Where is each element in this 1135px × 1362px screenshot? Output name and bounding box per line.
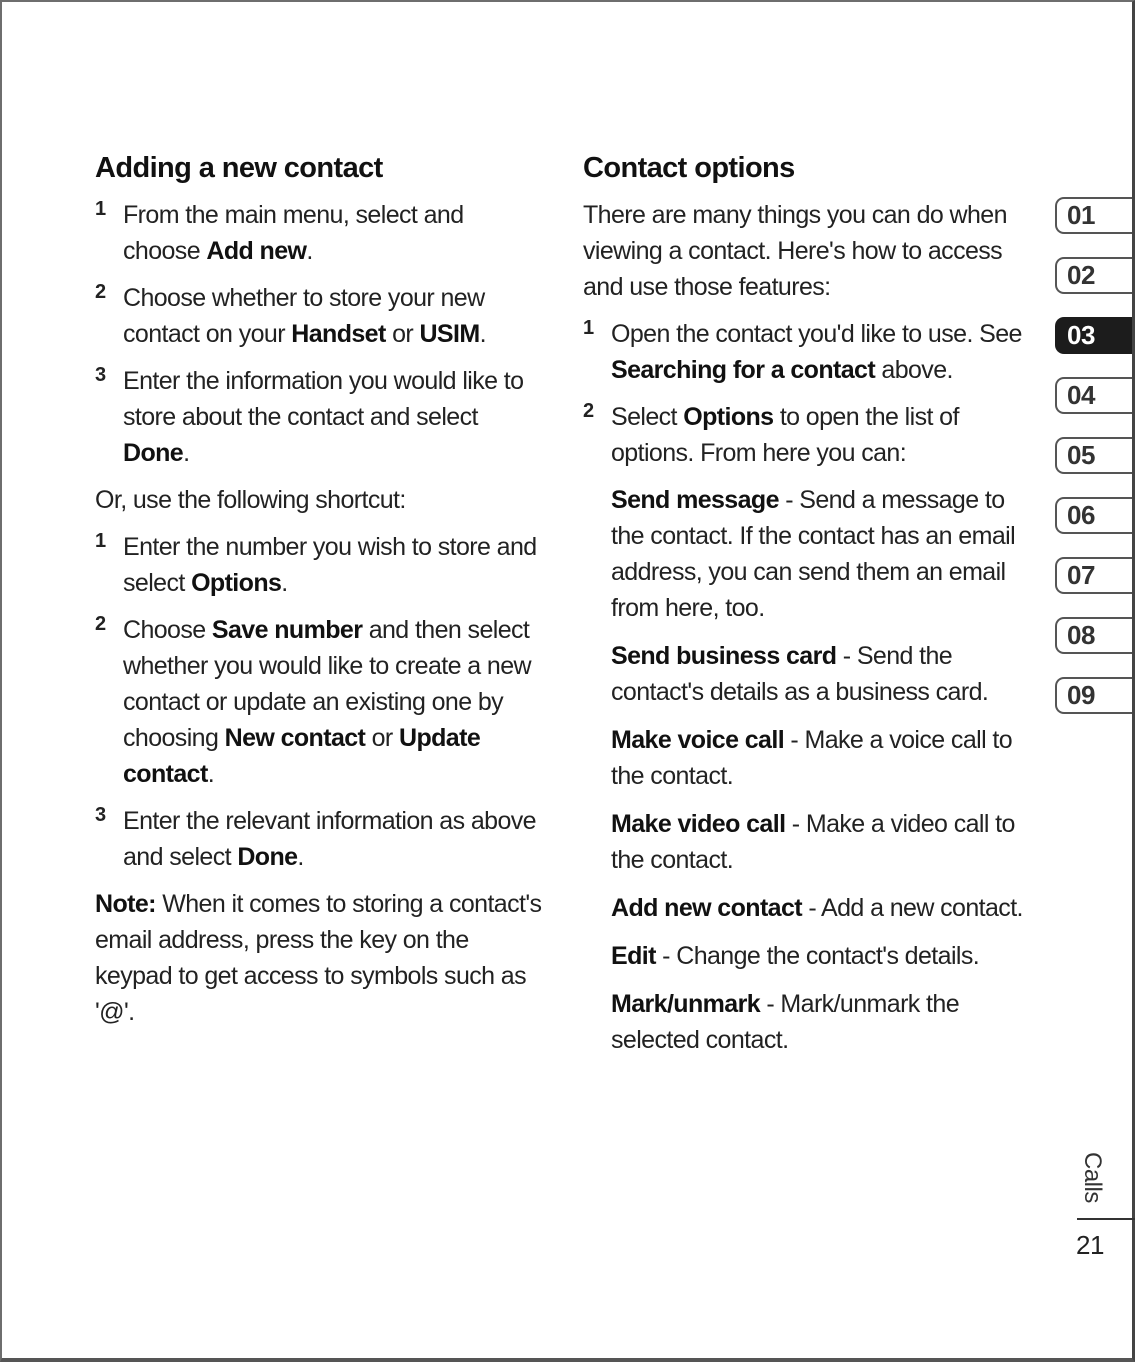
option-title: Make voice call [611, 726, 785, 754]
add-contact-steps [95, 197, 545, 471]
chapter-tabs [1055, 197, 1132, 737]
step-text: to open the list of options. From here you can: [611, 403, 959, 467]
option-make-voice-call [611, 722, 1043, 794]
step-bold-term: Options [683, 403, 774, 431]
adding-contact-heading: Adding a new contact [95, 152, 383, 184]
step-bold-term: Options [191, 569, 282, 597]
option-desc: - Change the contact's details. [655, 942, 980, 970]
chapter-tab-03[interactable]: 03 [1055, 317, 1132, 354]
step-text: . [297, 843, 304, 871]
add-step-2 [95, 280, 545, 352]
option-desc: - Make a video call to the contact. [611, 810, 1015, 874]
note-text: When it comes to storing a contact's email address, press the key on the keypad to get access to symbols such as '@'. [95, 890, 542, 1026]
options-step-1 [583, 316, 1043, 388]
note-label: Note: [95, 890, 156, 918]
options-step-2 [583, 399, 1043, 471]
step-number: 1 [95, 198, 107, 220]
step-text: . [306, 237, 313, 265]
footer-divider [1077, 1218, 1135, 1220]
option-title: Add new contact [611, 894, 803, 922]
page-number: 21 [1076, 1230, 1104, 1260]
chapter-tab-04[interactable]: 04 [1055, 377, 1132, 414]
chapter-tab-05[interactable]: 05 [1055, 437, 1132, 474]
option-title: Edit [611, 942, 656, 970]
option-title: Make video call [611, 810, 786, 838]
step-number: 2 [95, 281, 107, 303]
option-title: Mark/unmark [611, 990, 761, 1018]
add-step-1 [95, 197, 545, 269]
option-desc: - Make a voice call to the contact. [611, 726, 1013, 790]
step-number: 2 [583, 400, 595, 422]
step-bold-term: Done [237, 843, 298, 871]
step-text: Select [611, 403, 684, 431]
shortcut-step-3 [95, 803, 545, 875]
option-edit [611, 938, 1043, 974]
step-number: 3 [95, 804, 107, 826]
step-bold-term: Update contact [123, 724, 481, 788]
shortcut-intro: Or, use the following shortcut: [95, 486, 406, 514]
step-number: 3 [95, 364, 107, 386]
step-bold-term: Searching for a contact [611, 356, 876, 384]
shortcut-steps [95, 529, 545, 875]
step-bold-term: Save number [211, 616, 363, 644]
option-desc: - Send the contact's details as a business card. [611, 642, 989, 706]
option-send-business-card [611, 638, 1043, 710]
step-bold-term: Handset [291, 320, 386, 348]
chapter-tab-07[interactable]: 07 [1055, 557, 1132, 594]
step-text: . [281, 569, 288, 597]
contact-options-steps [583, 316, 1043, 471]
option-mark-unmark [611, 986, 1043, 1058]
option-title: Send message [611, 486, 779, 514]
step-text: . [207, 760, 215, 788]
shortcut-step-1 [95, 529, 545, 601]
step-text: or [365, 724, 400, 752]
step-text: Choose whether to store your new contact on your [123, 284, 485, 348]
left-column [95, 152, 545, 1041]
option-send-message [611, 482, 1043, 626]
option-desc: - Add a new contact. [802, 894, 1023, 922]
step-text: From the main menu, select and choose [123, 201, 464, 265]
chapter-tab-06[interactable]: 06 [1055, 497, 1132, 534]
step-bold-term: USIM [419, 320, 480, 348]
option-desc: - Mark/unmark the selected contact. [611, 990, 959, 1054]
step-text: Enter the information you would like to store about the contact and select [123, 367, 524, 431]
step-text: above. [875, 356, 953, 384]
right-column [583, 152, 1043, 1070]
section-label: Calls [1079, 1152, 1106, 1203]
step-number: 2 [95, 613, 107, 635]
step-text: Enter the relevant information as above and select [123, 807, 536, 871]
chapter-tab-02[interactable]: 02 [1055, 257, 1132, 294]
option-title: Send business card [611, 642, 837, 670]
step-text: Enter the number you wish to store and select [123, 533, 537, 597]
step-text: and then select whether you would like to create a new contact or update an existing one by choosing [123, 616, 531, 752]
step-text: Choose [123, 616, 212, 644]
step-text: or [385, 320, 420, 348]
contact-options-heading: Contact options [583, 152, 795, 184]
shortcut-step-2 [95, 612, 545, 792]
option-desc: - Send a message to the contact. If the contact has an email address, you can send them an email from here, too. [611, 486, 1016, 622]
step-text: Open the contact you'd like to use. See [611, 320, 1022, 348]
chapter-tab-08[interactable]: 08 [1055, 617, 1132, 654]
chapter-tab-09[interactable]: 09 [1055, 677, 1132, 714]
contact-options-intro: There are many things you can do when viewing a contact. Here's how to access and use those features: [583, 201, 1007, 301]
step-bold-term: Add new [206, 237, 307, 265]
step-text: . [183, 439, 190, 467]
step-bold-term: New contact [224, 724, 366, 752]
add-step-3 [95, 363, 545, 471]
note [95, 886, 545, 1030]
step-number: 1 [583, 317, 595, 339]
chapter-tab-01[interactable]: 01 [1055, 197, 1132, 234]
option-make-video-call [611, 806, 1043, 878]
step-number: 1 [95, 530, 107, 552]
step-bold-term: Done [123, 439, 184, 467]
option-add-new-contact [611, 890, 1043, 926]
step-text: . [479, 320, 486, 348]
